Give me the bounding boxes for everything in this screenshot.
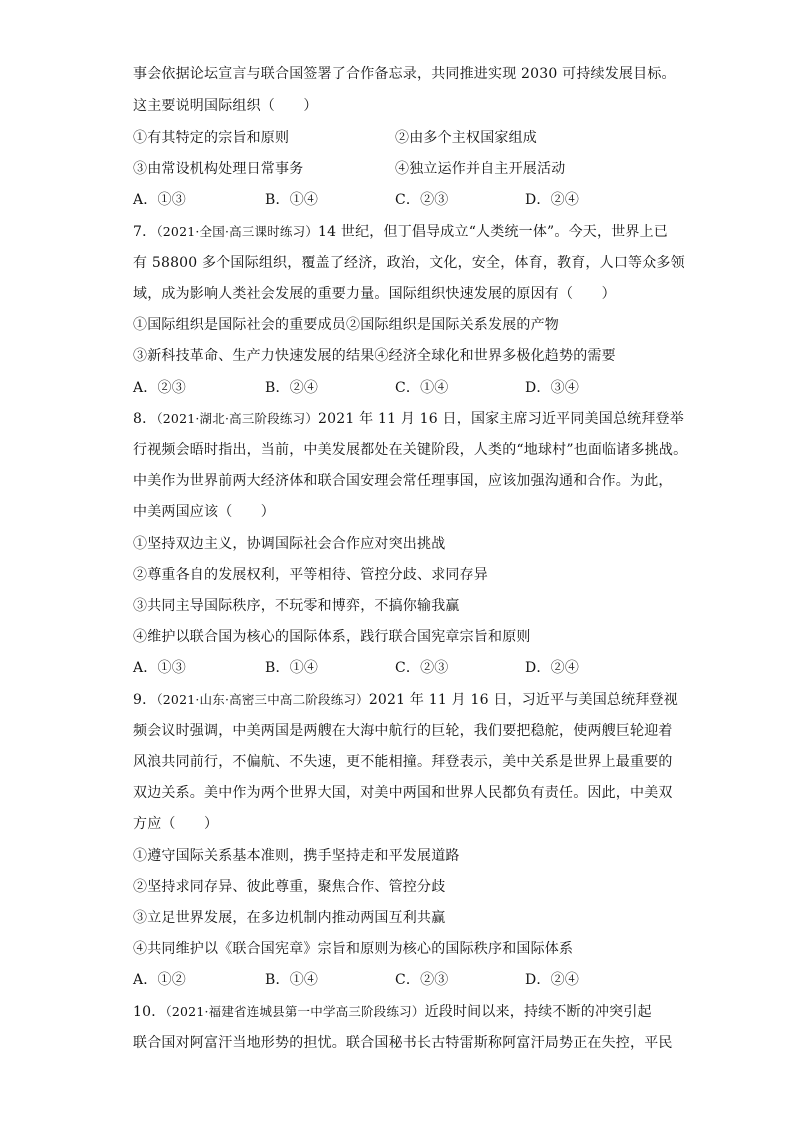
q9-stem-line-1 <box>133 690 678 710</box>
q9-option-3: ③立足世界发展，在多边机制内推动两国互利共赢 <box>133 910 446 926</box>
q6-options-row-1 <box>133 128 537 148</box>
q6-options-row-2 <box>133 159 566 179</box>
q8-source: （2021·湖北·高三阶段练习） <box>156 411 319 426</box>
q10-number: 10． <box>133 1004 166 1020</box>
q7-options-row-1: ①国际组织是国际社会的重要成员②国际组织是国际关系发展的产物 <box>133 317 559 333</box>
q9-option-1: ①遵守国际关系基本准则，携手坚持走和平发展道路 <box>133 848 460 864</box>
q8-stem-line-3: 中美作为世界前两大经济体和联合国安理会常任理事国，应该加强沟通和合作。为此， <box>133 473 673 489</box>
q6-option-4: ④独立运作并自主开展活动 <box>395 161 566 177</box>
q7-choice-c[interactable]: C．①④ <box>395 380 449 396</box>
q6-option-2: ②由多个主权国家组成 <box>395 130 537 146</box>
q8-stem-line-4: 中美两国应该（ ） <box>133 504 275 520</box>
q9-source: （2021·山东·高密三中高二阶段练习） <box>156 692 369 707</box>
q6-stem-line-2: 这主要说明国际组织（ ） <box>133 98 318 114</box>
q10-text-1: 近段时间以来，持续不断的冲突引起 <box>424 1004 652 1020</box>
q7-choice-d[interactable]: D．③④ <box>525 380 580 396</box>
q9-choice-b[interactable]: B．①④ <box>265 972 319 988</box>
q6-choice-d[interactable]: D．②④ <box>525 192 580 208</box>
q7-text-1: 14 世纪，但丁倡导成立“人类统一体”。今天，世界上已 <box>318 224 669 240</box>
q6-choice-b[interactable]: B．①④ <box>265 192 319 208</box>
q6-choice-a[interactable]: A．①③ <box>133 192 186 208</box>
q9-stem-line-3: 风浪共同前行，不偏航、不失速，更不能相撞。拜登表示，美中关系是世界上最重要的 <box>133 754 673 770</box>
q8-option-1: ①坚持双边主义，协调国际社会合作应对突出挑战 <box>133 536 446 552</box>
q8-stem-line-2: 行视频会晤时指出，当前，中美发展都处在关键阶段，人类的“地球村”也面临诸多挑战。 <box>133 442 688 458</box>
q6-option-1: ①有其特定的宗旨和原则 <box>133 130 290 146</box>
q7-stem-line-1 <box>133 222 668 242</box>
q8-choice-b[interactable]: B．①④ <box>265 660 319 676</box>
q8-choice-c[interactable]: C．②③ <box>395 660 449 676</box>
q6-choice-c[interactable]: C．②③ <box>395 192 449 208</box>
q7-stem-line-3: 域，成为影响人类社会发展的重要力量。国际组织快速发展的原因有（ ） <box>133 286 616 302</box>
q6-option-3: ③由常设机构处理日常事务 <box>133 161 304 177</box>
q9-option-4: ④共同维护以《联合国宪章》宗旨和原则为核心的国际秩序和国际体系 <box>133 941 574 957</box>
q9-choice-d[interactable]: D．②④ <box>525 972 580 988</box>
q8-number: 8． <box>133 411 157 427</box>
q7-choice-b[interactable]: B．②④ <box>265 380 319 396</box>
q9-stem-line-4: 双边关系。美中作为两个世界大国，对美中两国和世界人民都负有责任。因此，中美双 <box>133 785 673 801</box>
q9-text-1: 2021 年 11 月 16 日，习近平与美国总统拜登视 <box>368 692 678 708</box>
q8-option-2: ②尊重各自的发展权利，平等相待、管控分歧、求同存异 <box>133 567 488 583</box>
q8-stem-line-1 <box>133 409 684 429</box>
q8-option-4: ④维护以联合国为核心的国际体系，践行联合国宪章宗旨和原则 <box>133 629 531 645</box>
q7-stem-line-2: 有 58800 多个国际组织，覆盖了经济，政治，文化，安全，体育，教育，人口等众多领 <box>133 255 685 271</box>
q10-source: （2021·福建省连城县第一中学高三阶段练习） <box>165 1004 425 1019</box>
q8-option-3: ③共同主导国际秩序，不玩零和博弈，不搞你输我赢 <box>133 598 460 614</box>
q9-stem-line-5: 方应（ ） <box>133 816 219 832</box>
q9-number: 9． <box>133 692 157 708</box>
q8-choice-a[interactable]: A．①③ <box>133 660 186 676</box>
q10-stem-line-1 <box>133 1002 652 1022</box>
q9-stem-line-2: 频会议时强调，中美两国是两艘在大海中航行的巨轮，我们要把稳舵，使两艘巨轮迎着 <box>133 723 673 739</box>
q7-choice-a[interactable]: A．②③ <box>133 380 186 396</box>
q9-choice-a[interactable]: A．①② <box>133 972 186 988</box>
q7-source: （2021·全国·高三课时练习） <box>156 224 319 239</box>
q7-options-row-2: ③新科技革命、生产力快速发展的结果④经济全球化和世界多极化趋势的需要 <box>133 348 616 364</box>
q9-option-2: ②坚持求同存异、彼此尊重，聚焦合作、管控分歧 <box>133 879 446 895</box>
q10-stem-line-2: 联合国对阿富汗当地形势的担忧。联合国秘书长古特雷斯称阿富汗局势正在失控，平民 <box>133 1035 673 1051</box>
q8-choice-d[interactable]: D．②④ <box>525 660 580 676</box>
q9-choice-c[interactable]: C．②③ <box>395 972 449 988</box>
q7-number: 7． <box>133 224 157 240</box>
q8-text-1: 2021 年 11 月 16 日，国家主席习近平同美国总统拜登举 <box>318 411 684 427</box>
q6-stem-line-1: 事会依据论坛宣言与联合国签署了合作备忘录，共同推进实现 2030 可持续发展目标。 <box>133 66 676 82</box>
